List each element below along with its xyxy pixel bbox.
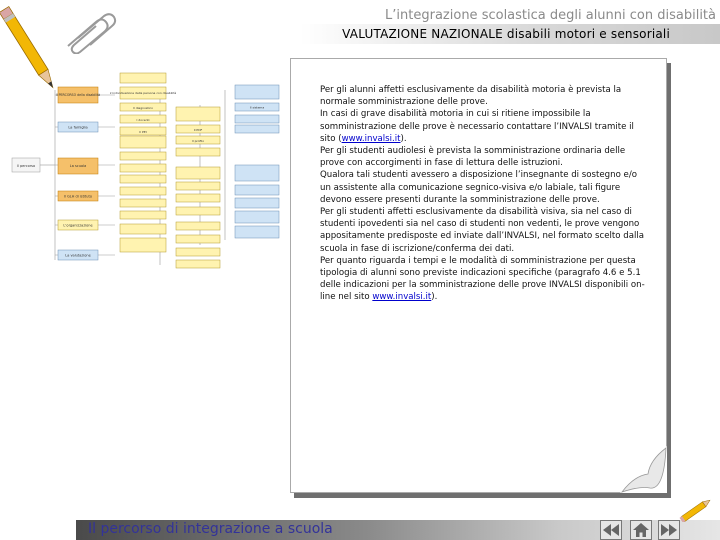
- invalsi-link[interactable]: www.invalsi.it: [372, 292, 432, 303]
- diagram-label: Il PDF: [193, 128, 203, 132]
- note-text-span: In casi di grave disabilità motoria in cui si ritiene impossibile la somministrazione delle prove è necessario contattare l’INVALSI tramite il sito (: [320, 109, 634, 144]
- note-text-span: Per gli alunni affetti esclusivamente da disabilità motoria è prevista la normale somministrazione delle prove.: [320, 85, 622, 108]
- invalsi-link[interactable]: www.invalsi.it: [341, 133, 401, 144]
- diagram-label: Il percorso: [16, 164, 36, 168]
- fast-forward-icon[interactable]: [658, 520, 680, 540]
- note-text-span: ).: [431, 292, 438, 303]
- diagram-label: Il GLH di istituto: [63, 194, 93, 199]
- flowchart-diagram: [10, 70, 292, 275]
- note-paragraph: [320, 206, 650, 255]
- note-text-span: ).: [400, 133, 407, 144]
- note-text: [320, 84, 650, 304]
- header-title: L’integrazione scolastica degli alunni con disabilità: [385, 8, 716, 23]
- home-icon[interactable]: [630, 520, 652, 540]
- rewind-icon[interactable]: [600, 520, 622, 540]
- diagram-label: Il profilo: [191, 139, 205, 143]
- diagram-label: Il diagnostico: [133, 106, 153, 110]
- note-text-span: Qualora tali studenti avessero a disposizione l’insegnante di sostegno e/o un assistente alla comunicazione segnico-visiva e/o labiale, tali figure devono essere presenti durante la somministrazione delle prove.: [320, 170, 637, 205]
- diagram-label: L’organizzazione: [63, 223, 93, 228]
- paperclip-icon: [62, 12, 122, 54]
- note-paragraph: [320, 84, 650, 108]
- diagram-label: La scuola: [69, 164, 87, 168]
- note-text-span: Per quanto riguarda i tempi e le modalità di somministrazione per questa tipologia di alunni sono previste indicazioni specifiche (paragrafo 4.6 e 5.1 delle indicazioni per la somministrazione delle prove INVALSI disponibili on-line nel sito: [320, 255, 645, 303]
- note-text-span: Per gli studenti audiolesi è prevista la somministrazione ordinaria delle prove con accorgimenti in fase di lettura delle istruzioni.: [320, 146, 626, 169]
- diagram-label: La valutazione: [65, 253, 91, 258]
- diagram-label: I docenti: [136, 118, 150, 122]
- diagram-label: Il sistema: [249, 105, 265, 110]
- note-paragraph: [320, 108, 650, 145]
- note-paragraph: [320, 169, 650, 206]
- diagram-label: L’individuazione della persona con disabilità: [109, 91, 177, 95]
- footer-label: Il percorso di integrazione a scuola: [88, 521, 333, 537]
- note-paragraph: [320, 145, 650, 169]
- diagram-label: Il PEI: [139, 130, 147, 134]
- pencil-icon: [676, 498, 716, 522]
- header-subtitle: VALUTAZIONE NAZIONALE disabili motori e sensoriali: [342, 27, 670, 41]
- diagram-label: La famiglia: [68, 125, 88, 130]
- diagram-label: Il PERCORSO della disabilità: [55, 93, 101, 97]
- page-curl-icon: [620, 446, 668, 494]
- note-text-span: Per gli studenti affetti esclusivamente da disabilità visiva, sia nel caso di studenti ipovedenti sia nel caso di studenti non vedenti, le prove vengono appositamente predisposte ed inviate dall’INVALSI, nel formato scelto dalla scuola in fase di iscrizione/conferma dei dati.: [320, 207, 645, 254]
- note-paragraph: [320, 255, 650, 304]
